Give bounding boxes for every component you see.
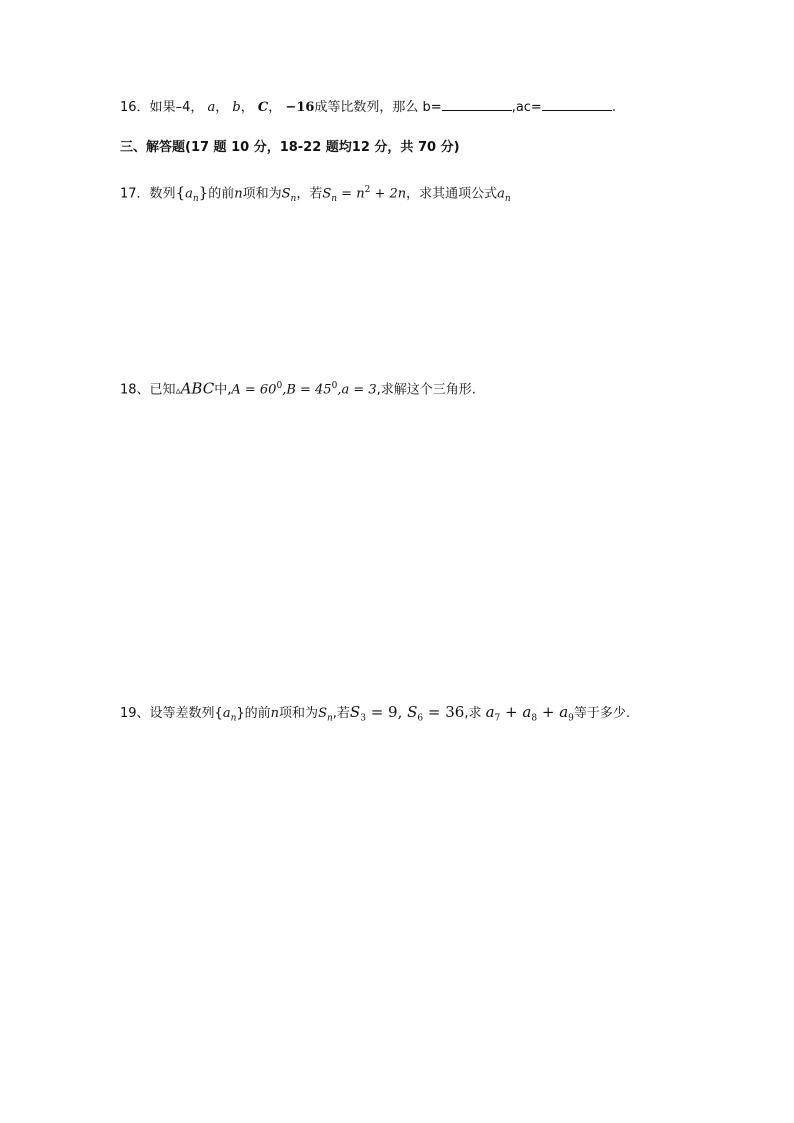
math-term: C — [257, 100, 269, 115]
math-term: a — [559, 703, 569, 721]
superscript: 0 — [276, 381, 283, 391]
math-term: + — [537, 703, 560, 721]
math-term: n — [234, 186, 243, 202]
answer-blank-b[interactable] — [442, 96, 512, 111]
subscript: n — [331, 193, 338, 204]
separator: ， — [240, 100, 254, 115]
math-term: a — [522, 703, 532, 721]
subscript: 7 — [494, 713, 501, 724]
math-term: ,B = 45 — [282, 382, 332, 398]
question-17 — [120, 180, 511, 209]
math-term: a — [485, 703, 495, 721]
math-term: S — [281, 186, 291, 202]
math-term: −16 — [285, 100, 315, 115]
paren-right: } — [198, 183, 209, 202]
math-term: + — [500, 703, 523, 721]
subscript: n — [192, 193, 199, 204]
math-term: a — [222, 706, 231, 721]
math-term: S — [318, 706, 327, 721]
math-term: a — [497, 186, 505, 202]
question-text: 设等差数列{ — [149, 706, 223, 721]
question-text: 数列 — [149, 186, 176, 202]
separator: ， — [215, 100, 229, 115]
separator: ， — [190, 100, 204, 115]
subscript: 8 — [531, 713, 538, 724]
question-number: 19、 — [120, 706, 150, 721]
question-text: ,若 — [332, 706, 350, 721]
math-term: S — [407, 703, 418, 721]
math-term: S — [349, 703, 361, 721]
question-text: }的前 — [236, 706, 271, 721]
subscript: 9 — [568, 713, 574, 724]
question-text: 中, — [214, 382, 232, 398]
superscript: 2 — [364, 185, 371, 195]
math-term: ,a = 3 — [337, 382, 377, 398]
paren-left: { — [175, 183, 186, 202]
math-term: S — [322, 186, 332, 202]
question-18 — [120, 376, 476, 401]
math-term: a — [185, 186, 193, 202]
question-text: ,ac= — [511, 100, 542, 115]
math-term: = 36 — [423, 703, 465, 721]
period: . — [611, 100, 616, 115]
math-term: ABC — [180, 379, 215, 398]
subscript: n — [326, 713, 333, 724]
math-term: b — [232, 100, 241, 115]
math-term: –4 — [175, 100, 191, 115]
triangle-icon: ▵ — [175, 385, 181, 397]
subscript: n — [504, 193, 511, 204]
math-term: A = 60 — [231, 382, 277, 398]
subscript: n — [290, 193, 297, 204]
question-19 — [120, 702, 630, 729]
question-text: ,求 — [464, 706, 486, 721]
question-number: 17． — [120, 186, 150, 202]
question-text: 等于多少. — [573, 706, 631, 721]
question-text: 如果 — [149, 100, 176, 115]
question-number: 18、 — [120, 382, 150, 398]
math-term: = 9, — [365, 703, 408, 721]
subscript: 6 — [417, 713, 424, 724]
question-number: 16． — [120, 100, 150, 115]
question-text: ,求解这个三角形. — [376, 382, 476, 398]
math-term: = n — [337, 186, 365, 202]
section-heading: 三、解答题(17 题 10 分，18-22 题均12 分，共 70 分) — [120, 140, 460, 155]
superscript: 0 — [331, 381, 338, 391]
math-term: + 2n — [370, 186, 407, 202]
question-text: 已知 — [149, 382, 176, 398]
question-text: 成等比数列，那么 b= — [314, 100, 442, 115]
math-term: n — [270, 706, 280, 721]
question-text: 的前 — [208, 186, 235, 202]
question-text: 项和为 — [242, 186, 282, 202]
question-text: ，若 — [296, 186, 323, 202]
question-text: ，求其通项公式 — [406, 186, 498, 202]
subscript: 3 — [360, 713, 366, 724]
answer-blank-ac[interactable] — [542, 96, 612, 111]
subscript: n — [230, 713, 237, 724]
math-term: a — [207, 100, 216, 115]
question-text: 项和为 — [279, 706, 319, 721]
separator: ， — [268, 100, 282, 115]
question-16 — [120, 96, 616, 118]
